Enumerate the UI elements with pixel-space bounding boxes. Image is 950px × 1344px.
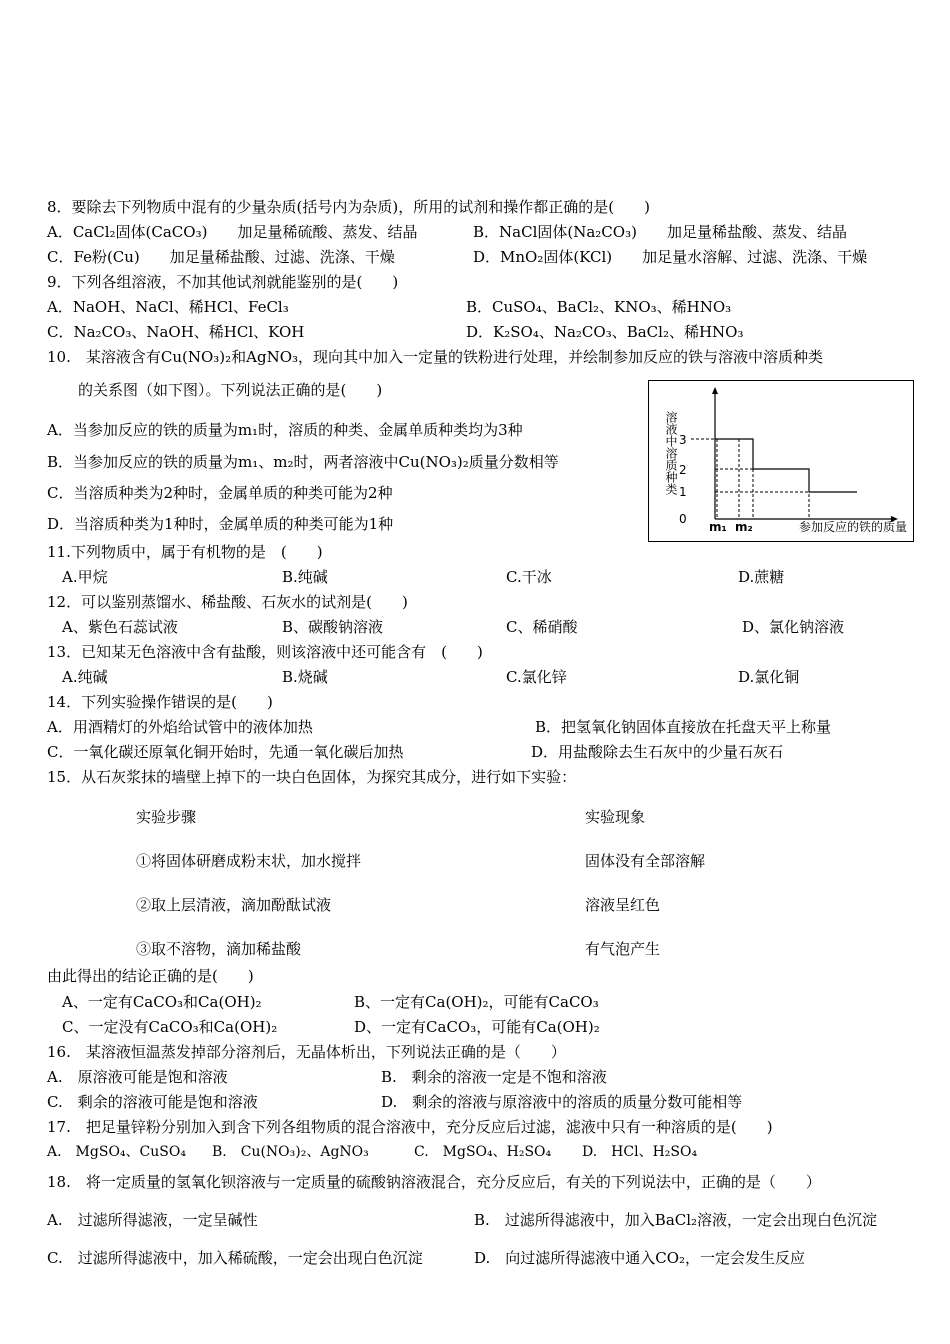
q18-stem: 18. 将一定质量的氢氧化钡溶液与一定质量的硫酸钠溶液混合，充分反应后，有关的下列说法中，正确的是（ ） [47, 1173, 821, 1191]
q17-stem: 17. 把足量锌粉分别加入到含下列各组物质的混合溶液中，充分反应后过滤，滤液中只有一种溶质的是( ) [47, 1118, 773, 1136]
y-tick-0: 0 [679, 512, 687, 526]
q15-option-c: C、一定没有CaCO₃和Ca(OH)₂ [62, 1018, 278, 1036]
q14-option-a: A．用酒精灯的外焰给试管中的液体加热 [47, 718, 313, 736]
q15-table-header-phenomenon: 实验现象 [585, 808, 646, 826]
q16-option-b: B. 剩余的溶液一定是不饱和溶液 [381, 1068, 607, 1086]
q11-stem: 11.下列物质中，属于有机物的是 ( ) [47, 543, 323, 561]
y-tick-1: 1 [679, 485, 687, 499]
q18-option-d: D. 向过滤所得滤液中通入CO₂，一定会发生反应 [474, 1249, 806, 1267]
q9-option-c: C．Na₂CO₃、NaOH、稀HCl、KOH [47, 323, 305, 341]
q15-table-header-step: 实验步骤 [136, 808, 197, 826]
q17-option-d: D. HCl、H₂SO₄ [582, 1144, 698, 1160]
q11-option-b: B.纯碱 [282, 568, 328, 586]
q15-step-2: ②取上层清液，滴加酚酞试液 [136, 896, 332, 914]
q15-result-3: 有气泡产生 [585, 940, 661, 958]
q12-option-b: B、碳酸钠溶液 [282, 618, 384, 636]
q15-conclusion: 由此得出的结论正确的是( ) [47, 967, 254, 985]
q10-graph [648, 380, 914, 542]
q9-option-d: D．K₂SO₄、Na₂CO₃、BaCl₂、稀HNO₃ [466, 323, 744, 341]
q15-option-d: D、一定有CaCO₃，可能有Ca(OH)₂ [354, 1018, 600, 1036]
q10-option-c: C．当溶质种类为2种时，金属单质的种类可能为2种 [47, 484, 393, 502]
q18-option-c: C. 过滤所得滤液中，加入稀硫酸，一定会出现白色沉淀 [47, 1249, 423, 1267]
q11-option-c: C.干冰 [506, 568, 552, 586]
q14-option-d: D．用盐酸除去生石灰中的少量石灰石 [531, 743, 784, 761]
x-axis-label: 参加反应的铁的质量 [799, 520, 908, 534]
q10-stem-line1: 10. 某溶液含有Cu(NO₃)₂和AgNO₃，现向其中加入一定量的铁粉进行处理，并绘制参加反应的铁与溶液中溶质种类 [47, 348, 824, 366]
q12-option-a: A、紫色石蕊试液 [62, 618, 178, 636]
q8-stem: 8．要除去下列物质中混有的少量杂质(括号内为杂质)，所用的试剂和操作都正确的是( ) [47, 198, 650, 216]
q15-stem: 15．从石灰浆抹的墙壁上掉下的一块白色固体，为探究其成分，进行如下实验： [47, 768, 577, 786]
q10-option-a: A．当参加反应的铁的质量为m₁时，溶质的种类、金属单质种类均为3种 [47, 421, 523, 439]
q13-option-a: A.纯碱 [62, 668, 108, 686]
q15-option-a: A、一定有CaCO₃和Ca(OH)₂ [62, 993, 262, 1011]
q13-option-d: D.氯化铜 [738, 668, 800, 686]
q16-option-d: D. 剩余的溶液与原溶液中的溶质的质量分数可能相等 [381, 1093, 743, 1111]
q12-stem: 12．可以鉴别蒸馏水、稀盐酸、石灰水的试剂是( ) [47, 593, 408, 611]
q17-option-b: B. Cu(NO₃)₂、AgNO₃ [212, 1144, 369, 1160]
q16-option-c: C. 剩余的溶液可能是饱和溶液 [47, 1093, 258, 1111]
q18-option-a: A. 过滤所得滤液，一定呈碱性 [47, 1211, 258, 1229]
q16-option-a: A. 原溶液可能是饱和溶液 [47, 1068, 228, 1086]
q13-option-b: B.烧碱 [282, 668, 328, 686]
q14-option-c: C．一氧化碳还原氧化铜开始时，先通一氧化碳后加热 [47, 743, 404, 761]
q9-stem: 9．下列各组溶液，不加其他试剂就能鉴别的是( ) [47, 273, 399, 291]
q13-option-c: C.氯化锌 [506, 668, 567, 686]
q9-option-b: B．CuSO₄、BaCl₂、KNO₃、稀HNO₃ [466, 298, 732, 316]
q11-option-a: A.甲烷 [62, 568, 108, 586]
q15-step-3: ③取不溶物，滴加稀盐酸 [136, 940, 302, 958]
y-tick-2: 2 [679, 463, 687, 477]
q9-option-a: A．NaOH、NaCl、稀HCl、FeCl₃ [47, 298, 289, 316]
step-line [715, 439, 857, 492]
q17-option-c: C. MgSO₄、H₂SO₄ [414, 1144, 552, 1160]
x-tick-m2: m₂ [735, 520, 753, 534]
y-axis-label: 溶液中溶质种类 [664, 411, 678, 495]
x-tick-m1: m₁ [709, 520, 727, 534]
q12-option-d: D、氯化钠溶液 [742, 618, 845, 636]
q10-stem-line2: 的关系图（如下图）。下列说法正确的是( ) [78, 381, 383, 399]
q8-option-b: B．NaCl固体(Na₂CO₃) 加足量稀盐酸、蒸发、结晶 [473, 223, 847, 241]
q15-result-1: 固体没有全部溶解 [585, 852, 706, 870]
q18-option-b: B. 过滤所得滤液中，加入BaCl₂溶液，一定会出现白色沉淀 [474, 1211, 878, 1229]
q8-option-d: D．MnO₂固体(KCl) 加足量水溶解、过滤、洗涤、干燥 [473, 248, 868, 266]
q13-stem: 13．已知某无色溶液中含有盐酸，则该溶液中还可能含有 ( ) [47, 643, 483, 661]
q15-result-2: 溶液呈红色 [585, 896, 661, 914]
y-tick-3: 3 [679, 433, 687, 447]
y-axis-arrow [712, 387, 718, 394]
q12-option-c: C、稀硝酸 [506, 618, 578, 636]
q8-option-c: C．Fe粉(Cu) 加足量稀盐酸、过滤、洗涤、干燥 [47, 248, 395, 266]
q11-option-d: D.蔗糖 [738, 568, 785, 586]
q14-option-b: B．把氢氧化钠固体直接放在托盘天平上称量 [535, 718, 832, 736]
q14-stem: 14．下列实验操作错误的是( ) [47, 693, 273, 711]
q15-step-1: ①将固体研磨成粉末状，加水搅拌 [136, 852, 362, 870]
q10-option-d: D．当溶质种类为1种时，金属单质的种类可能为1种 [47, 515, 394, 533]
q17-option-a: A. MgSO₄、CuSO₄ [47, 1144, 186, 1160]
q15-option-b: B、一定有Ca(OH)₂，可能有CaCO₃ [354, 993, 599, 1011]
q8-option-a: A．CaCl₂固体(CaCO₃) 加足量稀硫酸、蒸发、结晶 [47, 223, 418, 241]
q10-option-b: B．当参加反应的铁的质量为m₁、m₂时，两者溶液中Cu(NO₃)₂质量分数相等 [47, 453, 559, 471]
q16-stem: 16. 某溶液恒温蒸发掉部分溶剂后，无晶体析出，下列说法正确的是（ ） [47, 1043, 566, 1061]
